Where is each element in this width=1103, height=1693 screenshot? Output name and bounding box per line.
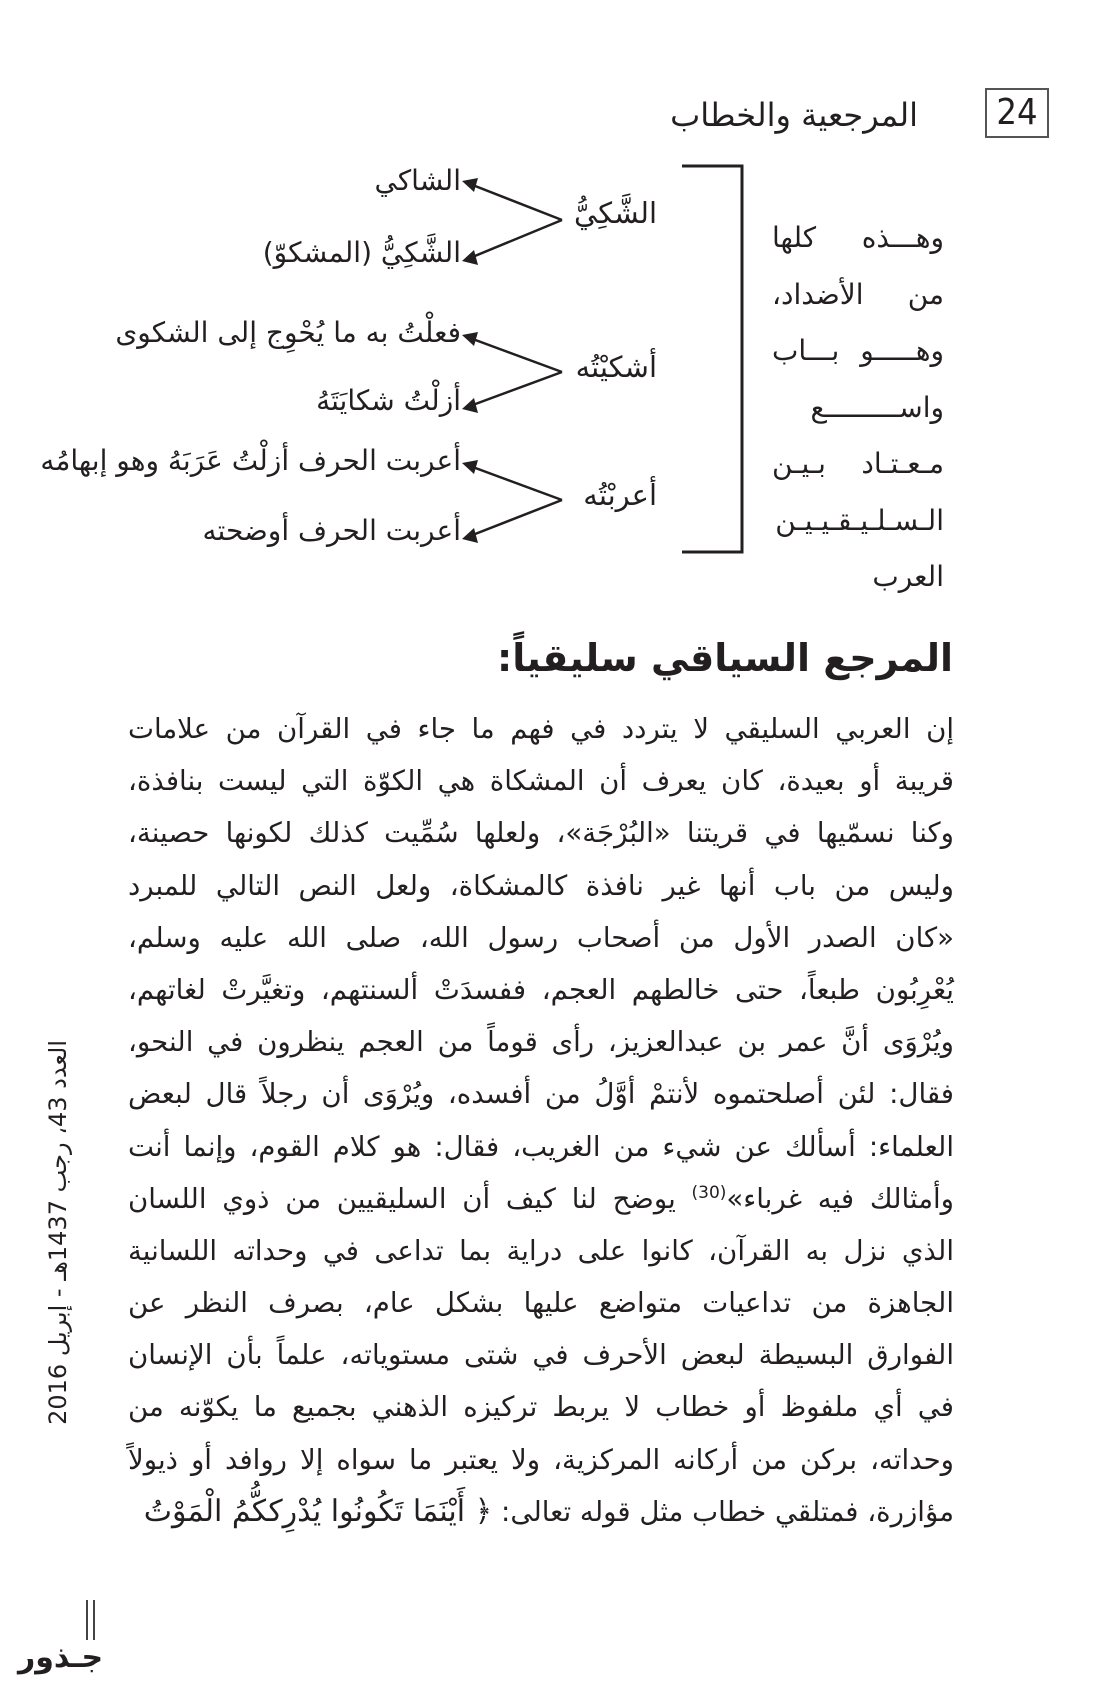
body-text [128, 703, 954, 1538]
side-note-line: واســـــــــع [810, 390, 944, 424]
body-text-segment: وأمثالك فيه غرباء» [726, 1181, 954, 1215]
margin-strip [28, 1040, 88, 1600]
body-line: فقال: لئن أصلحتموه لأنتمْ أوَّلُ من أفسده، ويُرْوَى أن رجلاً قال لبعض [128, 1077, 954, 1111]
page-number: 24 [985, 88, 1049, 138]
bracket [682, 166, 742, 552]
running-header-title: المرجعية والخطاب [670, 96, 918, 134]
body-line: يُعْرِبُون طبعاً، حتى خالطهم العجم، ففسدَتْ ألسنتهم، وتغيَّرتْ لغاتهم، [128, 972, 954, 1006]
meaning-2a: فعلْتُ به ما يُحْوِج إلى الشكوى [115, 316, 461, 349]
quran-verse: ﴿ أَيْنَمَا تَكُونُوا يُدْرِككُّمُ الْمَوْتُ [143, 1493, 493, 1529]
arrow-line [470, 220, 562, 258]
body-line: وحداته، بركن من أركانه المركزية، ولا يعتبر ما سواه إلا روافد أو ذيولاً [128, 1442, 954, 1476]
side-note-line: من الأضداد، [772, 277, 944, 311]
body-line-with-verse [128, 1486, 954, 1538]
body-text-segment: مؤازرة، فمتلقي خطاب مثل قوله تعالى: [492, 1494, 954, 1528]
body-line: الذي نزل به القرآن، كانوا على دراية بما تداعى في وحداته اللسانية [128, 1233, 954, 1267]
side-note-line: وهـــــو بـــاب [772, 334, 944, 367]
side-note-line: الـسـلـيـقـيـيـن [775, 503, 944, 537]
term-shakiyy: الشَّكِيُّ [574, 196, 657, 230]
side-note-line: العرب [872, 560, 944, 593]
meaning-1a: الشاكي [374, 164, 461, 197]
body-line-with-footnote [128, 1173, 954, 1225]
arrowhead [462, 528, 478, 543]
meaning-1b: الشَّكِيُّ (المشكوّ) [262, 236, 461, 269]
arrowhead [462, 250, 478, 265]
journal-logo: جـذور [18, 1640, 104, 1675]
arrowhead [462, 398, 478, 413]
term-ashkaytuhu: أشكيْتُه [575, 350, 657, 384]
issue-info: العدد 43، رجب 1437هـ - إبريل 2016 [44, 1040, 72, 1425]
body-line: قريبة أو بعيدة، كان يعرف أن المشكاة هي الكوّة التي ليست بنافذة، [128, 764, 954, 798]
side-note-line: وهـــذه كلها [772, 221, 944, 254]
body-line: في أي ملفوظ أو خطاب لا يربط تركيزه الذهني بجميع ما يكوّنه من [128, 1390, 954, 1424]
side-note [772, 210, 944, 606]
body-line: العلماء: أسألك عن شيء من الغريب، فقال: هو كلام القوم، وإنما أنت [128, 1129, 954, 1163]
body-text-segment: يوضح لنا كيف أن السليقيين من ذوي اللسان [128, 1181, 692, 1215]
body-line: إن العربي السليقي لا يتردد في فهم ما جاء في القرآن من علامات [128, 712, 954, 745]
margin-rule [86, 1600, 102, 1640]
body-line: «كان الصدر الأول من أصحاب رسول الله، صلى الله عليه وسلم، [128, 920, 954, 954]
arrowhead [462, 460, 478, 474]
meaning-3a: أعربت الحرف أزلْتُ عَرَبَهُ وهو إبهامُه [40, 444, 461, 477]
antonyms-diagram [0, 0, 1103, 640]
arrow-line [470, 500, 562, 536]
arrowhead [462, 178, 478, 192]
side-note-line: مـعـتـاد بـيـن [772, 447, 944, 480]
arrow-line [470, 184, 562, 220]
body-line: الجاهزة من تداعيات متواضع عليها بشكل عام، بصرف النظر عن [128, 1286, 954, 1320]
arrow-line [470, 466, 562, 500]
footnote-reference[interactable]: (30) [691, 1182, 727, 1203]
body-line: الفوارق البسيطة لبعض الأحرف في شتى مستوياته، علماً بأن الإنسان [128, 1338, 954, 1372]
body-line: وليس من باب أنها غير نافذة كالمشكاة، ولعل النص التالي للمبرد [128, 868, 954, 902]
section-heading: المرجع السياقي سليقياً: [497, 636, 953, 680]
arrow-line [470, 372, 562, 406]
body-line: وكنا نسمّيها في قريتنا «البُرْجَة»، ولعلها سُمِّيت كذلك لكونها حصينة، [128, 816, 954, 850]
meaning-2b: أزلْتُ شكايَتَهُ [316, 384, 461, 417]
arrow-line [470, 338, 562, 372]
meaning-3b: أعربت الحرف أوضحته [202, 514, 461, 547]
term-arabtuhu: أعربْتُه [583, 478, 657, 512]
body-line: ويُرْوَى أنَّ عمر بن عبدالعزيز، رأى قوماً من العجم ينظرون في النحو، [128, 1025, 954, 1059]
arrowhead [462, 332, 478, 346]
